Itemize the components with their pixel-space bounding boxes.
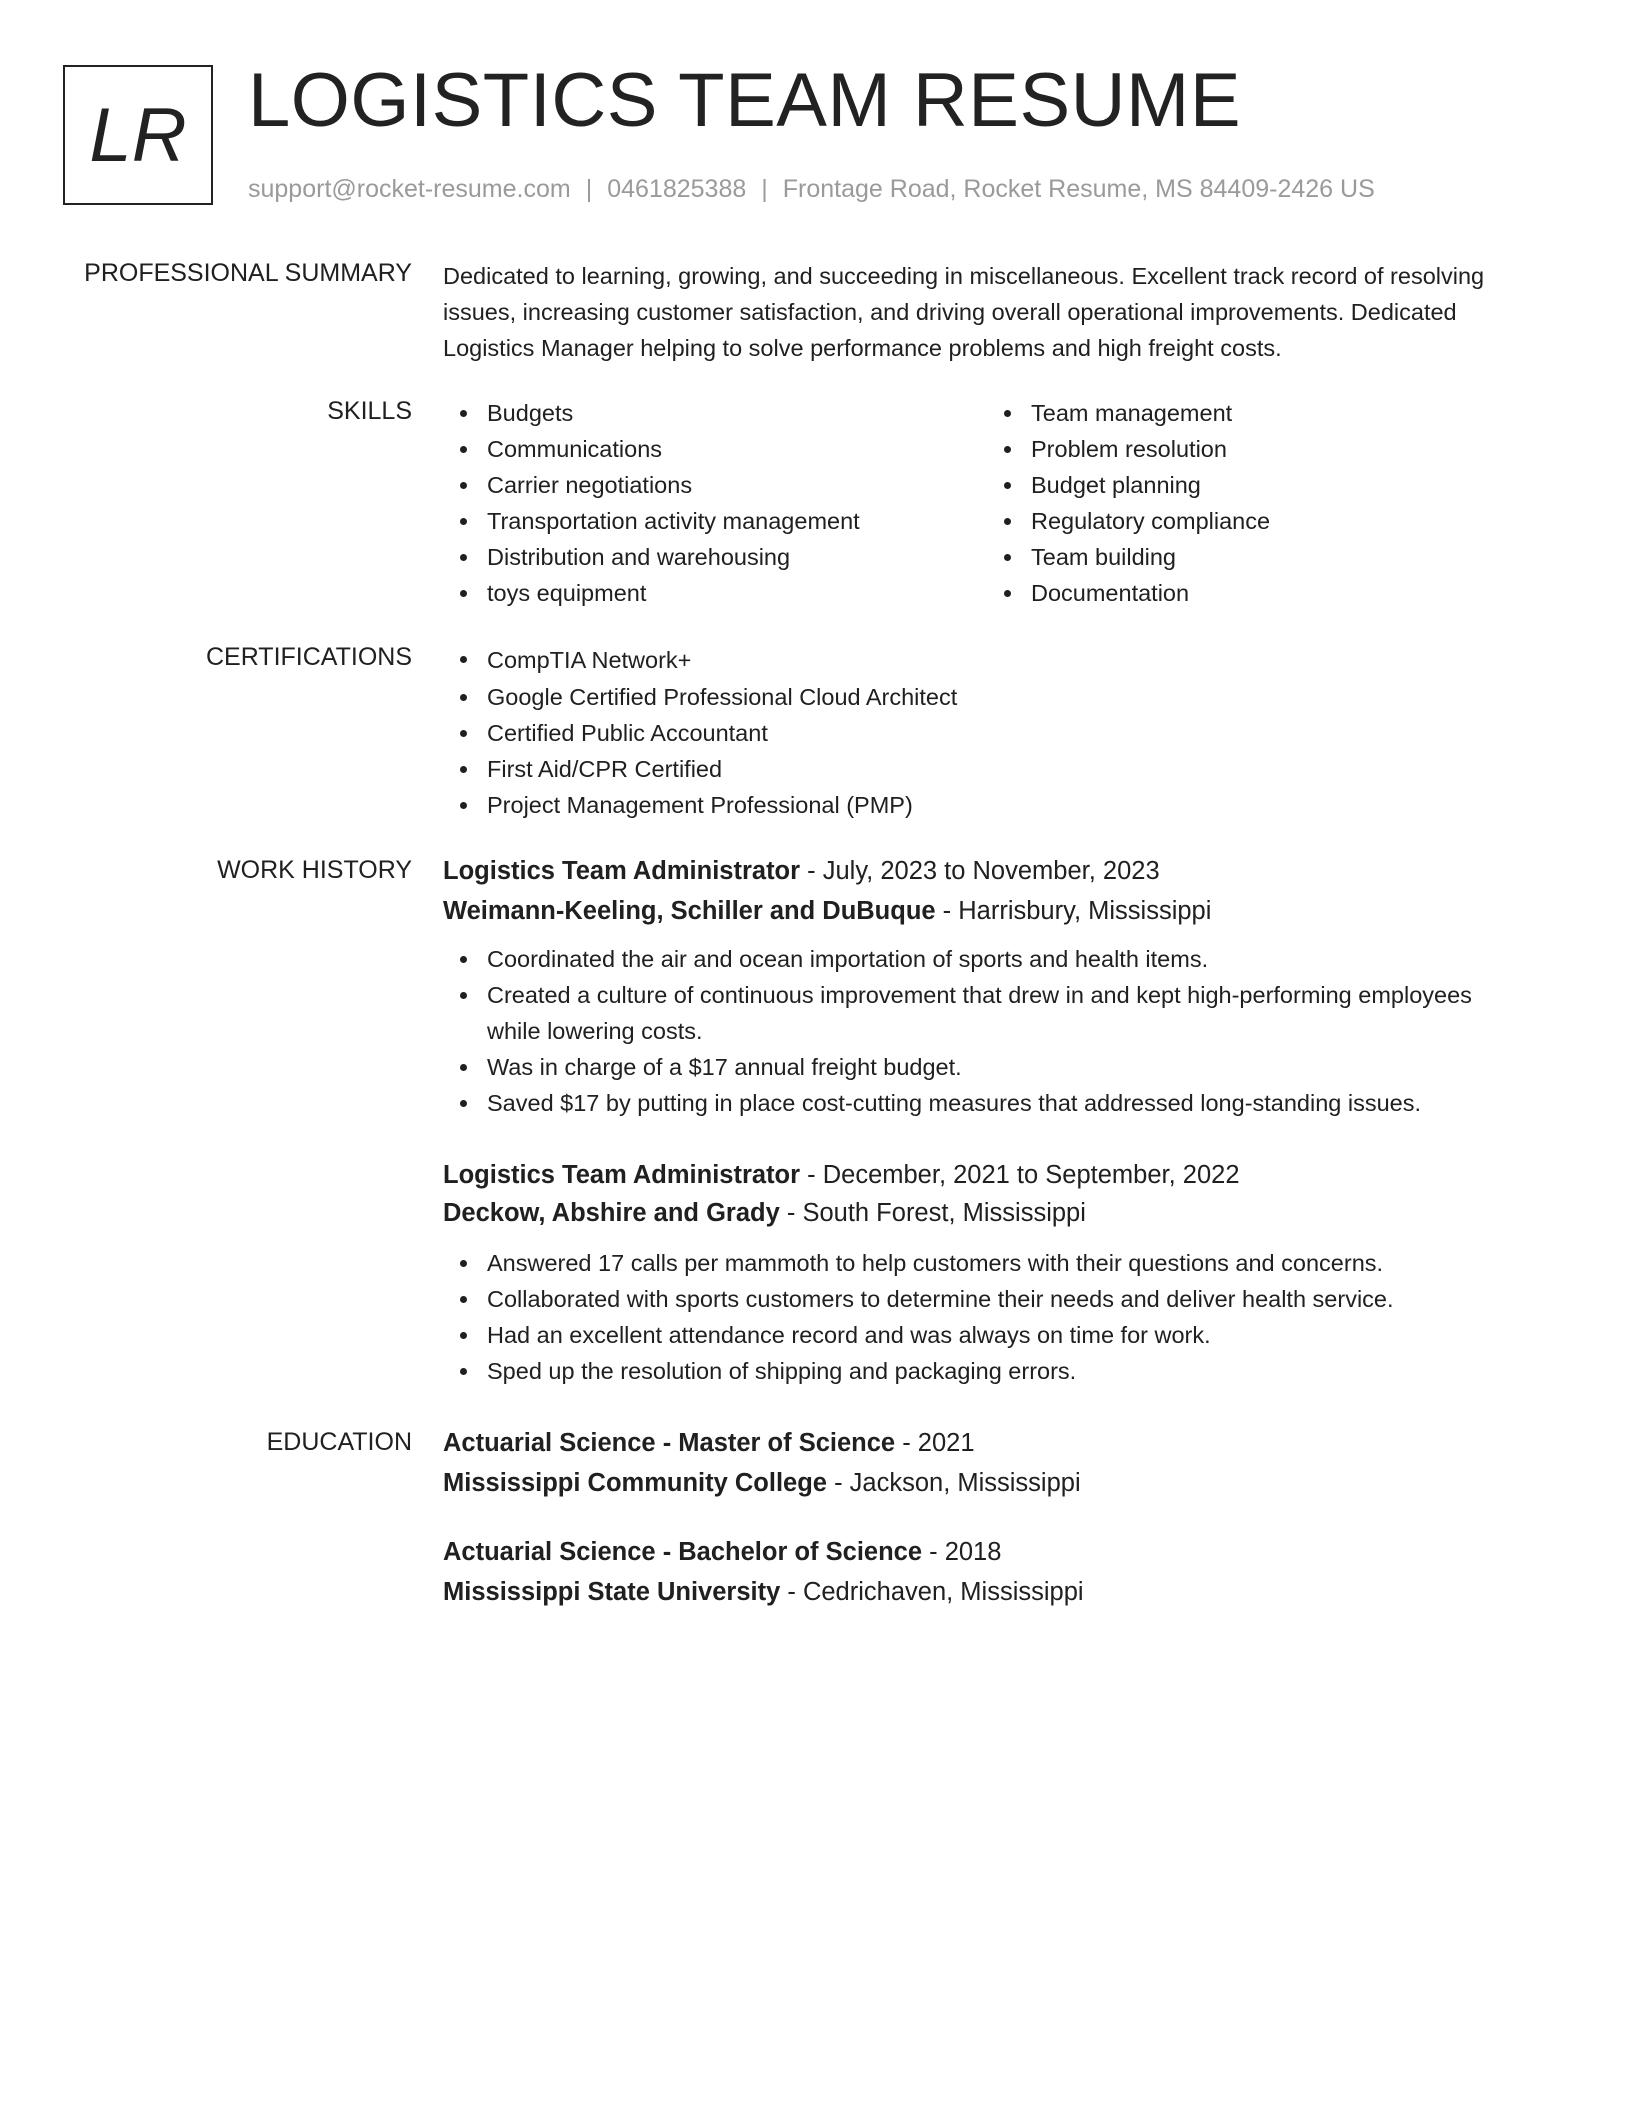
certifications-list (443, 641, 1543, 823)
contact-line (248, 172, 1375, 206)
skills-column-2 (987, 395, 1270, 611)
skill-item: Carrier negotiations (443, 467, 860, 503)
job-dates: - December, 2021 to September, 2022 (800, 1161, 1240, 1189)
education-school-line (443, 1463, 1543, 1503)
job-title-line (443, 851, 1543, 891)
certification-item: CompTIA Network+ (443, 641, 1543, 679)
skill-item: toys equipment (443, 575, 860, 611)
section-label-summary: PROFESSIONAL SUMMARY (84, 259, 412, 287)
job-company: Weimann-Keeling, Schiller and DuBuque (443, 897, 936, 925)
job-bullet: Was in charge of a $17 annual freight budget. (443, 1049, 1523, 1085)
education-year: - 2018 (922, 1538, 1002, 1566)
certification-item: Project Management Professional (PMP) (443, 787, 1543, 823)
education-degree: Actuarial Science - Master of Science (443, 1429, 896, 1457)
skill-item: Budget planning (987, 467, 1270, 503)
education-school-line (443, 1572, 1543, 1612)
job-bullet: Collaborated with sports customers to determine their needs and deliver health service. (443, 1281, 1543, 1317)
skill-item: Regulatory compliance (987, 503, 1270, 539)
education-degree-line (443, 1423, 1543, 1463)
education-entry (443, 1423, 1543, 1503)
job-entry (443, 851, 1543, 1121)
skill-item: Documentation (987, 575, 1270, 611)
education-location: - Cedrichaven, Mississippi (780, 1578, 1084, 1606)
job-bullet: Saved $17 by putting in place cost-cutting measures that addressed long-standing issues. (443, 1085, 1523, 1121)
section-label-certifications: CERTIFICATIONS (205, 643, 412, 671)
contact-separator: | (761, 175, 768, 203)
skill-item: Budgets (443, 395, 860, 431)
certification-item: First Aid/CPR Certified (443, 751, 1543, 787)
skill-item: Communications (443, 431, 860, 467)
skill-item: Transportation activity management (443, 503, 860, 539)
summary-text: Dedicated to learning, growing, and succeeding in miscellaneous. Excellent track record of resolving issues, increasing customer satisfaction, and driving overall operational improvements. Dedicated Logistics Manager helping to solve performance problems and high freight costs. (443, 263, 1485, 361)
contact-address: Frontage Road, Rocket Resume, MS 84409-2426 US (782, 175, 1375, 203)
education-degree-line (443, 1532, 1543, 1572)
job-company-line (443, 1195, 1543, 1231)
job-title: Logistics Team Administrator (443, 857, 801, 885)
contact-separator: | (585, 175, 593, 203)
section-label-education: EDUCATION (266, 1428, 412, 1456)
education-school: Mississippi State University (443, 1578, 781, 1606)
resume-title: LOGISTICS TEAM RESUME (248, 58, 1242, 143)
section-label-skills: SKILLS (327, 397, 412, 425)
education-entry (443, 1532, 1543, 1612)
job-location: - South Forest, Mississippi (779, 1199, 1086, 1227)
certification-item: Certified Public Accountant (443, 715, 1543, 751)
job-title-line (443, 1155, 1543, 1195)
skills-column-1 (443, 395, 860, 611)
skill-item: Team building (987, 539, 1270, 575)
skill-item: Problem resolution (987, 431, 1270, 467)
job-bullet: Created a culture of continuous improvement that drew in and kept high-performing employees while lowering costs. (443, 977, 1523, 1049)
contact-phone[interactable]: 0461825388 (607, 175, 747, 203)
job-title: Logistics Team Administrator (443, 1161, 801, 1189)
education-degree: Actuarial Science - Bachelor of Science (443, 1538, 923, 1566)
monogram-logo: LR (63, 65, 213, 205)
job-bullet: Had an excellent attendance record and was always on time for work. (443, 1317, 1543, 1353)
skill-item: Distribution and warehousing (443, 539, 860, 575)
job-bullet: Answered 17 calls per mammoth to help customers with their questions and concerns. (443, 1245, 1543, 1281)
education-year: - 2021 (895, 1429, 975, 1457)
skill-item: Team management (987, 395, 1270, 431)
education-location: - Jackson, Mississippi (826, 1469, 1081, 1497)
education-school: Mississippi Community College (443, 1469, 827, 1497)
job-company: Deckow, Abshire and Grady (443, 1199, 780, 1227)
job-company-line (443, 891, 1543, 931)
job-dates: - July, 2023 to November, 2023 (800, 857, 1160, 885)
contact-email[interactable]: support@rocket-resume.com (248, 175, 571, 203)
certification-item: Google Certified Professional Cloud Architect (443, 679, 1543, 715)
job-bullet: Coordinated the air and ocean importation of sports and health items. (443, 941, 1523, 977)
job-bullet: Sped up the resolution of shipping and packaging errors. (443, 1353, 1543, 1389)
job-entry (443, 1155, 1543, 1389)
section-label-work-history: WORK HISTORY (217, 856, 412, 884)
job-location: - Harrisbury, Mississippi (935, 897, 1212, 925)
